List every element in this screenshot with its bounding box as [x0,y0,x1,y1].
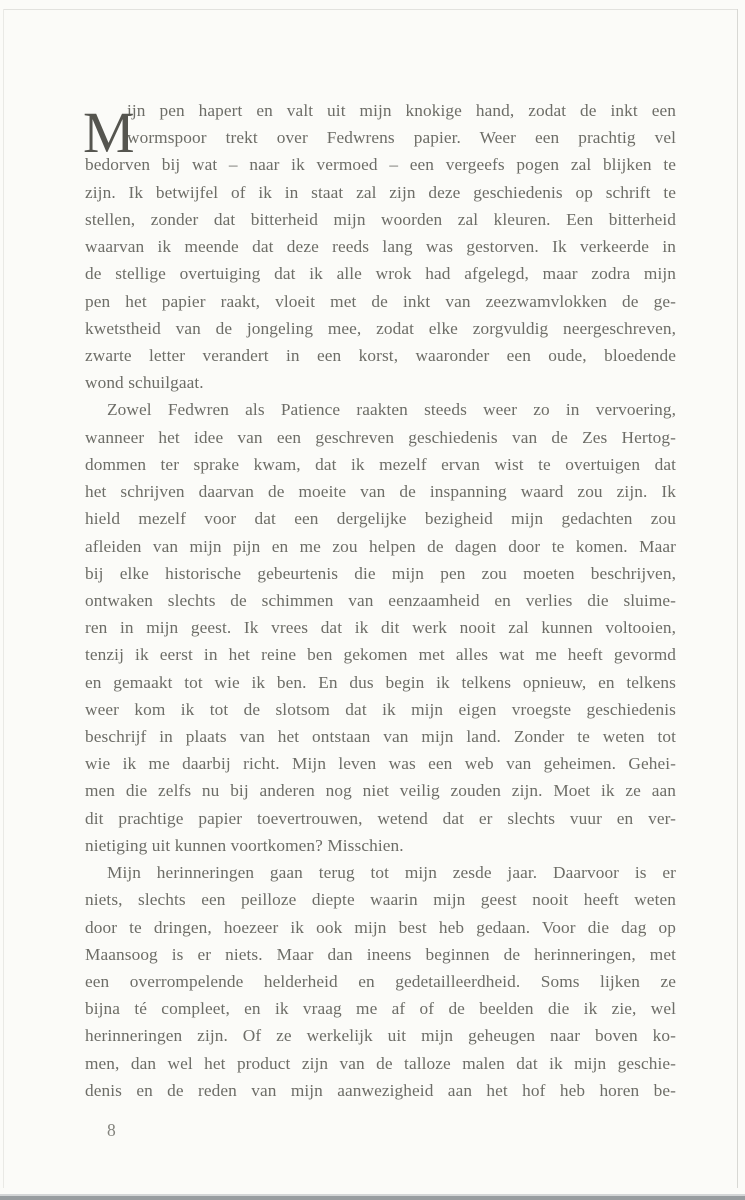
text-line: dommen ter sprake kwam, dat ik mezelf ervan wist te overtuigen dat [85,454,676,474]
text-line: men, dan wel het product zijn van de talloze malen dat ik mijn geschie- [85,1053,676,1073]
text-line: ren in mijn geest. Ik vrees dat ik dit werk nooit zal kunnen voltooien, [85,618,676,638]
text-line: ijn pen hapert en valt uit mijn knokige hand, zodat de inkt een [127,101,676,120]
text-line: zijn. Ik betwijfel of ik in staat zal zijn deze geschiedenis op schrift te [85,182,676,202]
text-line: en gemaakt tot wie ik ben. En dus begin ik telkens opnieuw, en telkens [85,672,676,692]
text-line: een overrompelende helderheid en gedetailleerdheid. Soms lijken ze [85,972,676,991]
scan-edge-top [4,9,737,10]
text-line: bij elke historische gebeurtenis die mijn pen zou moeten beschrijven, [85,563,676,583]
paragraph [85,396,676,859]
page-text-block [85,97,676,1104]
text-line: Zowel Fedwren als Patience raakten steeds weer zo in vervoering, [107,400,676,420]
text-line: stellen, zonder dat bitterheid mijn woorden zal kleuren. Een bitterheid [85,209,676,229]
text-line: door te dringen, hoezeer ik ook mijn best heb gedaan. Voor die dag op [85,917,676,937]
text-line: afleiden van mijn pijn en me zou helpen de dagen door te komen. Maar [85,536,676,556]
scan-edge-left [3,9,4,1188]
text-line: tenzij ik eerst in het reine ben gekomen met alles wat me heeft gevormd [85,645,676,665]
text-line: Maansoog is er niets. Maar dan ineens beginnen de herinneringen, met [85,944,676,964]
text-line: denis en de reden van mijn aanwezigheid aan het hof heb horen be- [85,1080,676,1100]
text-line: hield mezelf voor dat een dergelijke bezigheid mijn gedachten zou [85,509,676,529]
text-line: wond schuilgaat. [85,373,204,393]
text-line: ontwaken slechts de schimmen van eenzaamheid en verlies die sluime- [85,590,676,610]
text-line: Mijn herinneringen gaan terug tot mijn zesde jaar. Daarvoor is er [107,863,676,883]
drop-cap-letter: M [83,100,135,165]
paragraph [85,97,676,396]
scan-edge-bottom [0,1196,745,1200]
text-line: waarvan ik meende dat deze reeds lang was gestorven. Ik verkeerde in [85,237,676,257]
text-line: dit prachtige papier toevertrouwen, wetend dat er slechts vuur en ver- [85,808,676,828]
text-line: beschrijf in plaats van het ontstaan van mijn land. Zonder te weten tot [85,727,676,747]
page-number: 8 [107,1120,116,1140]
text-line: pen het papier raakt, vloeit met de inkt van zeezwamvlokken de ge- [85,291,676,311]
text-line: bijna té compleet, en ik vraag me af of de beelden die ik zie, wel [85,999,676,1019]
scan-edge-right [737,9,738,1188]
text-line: wanneer het idee van een geschreven geschiedenis van de Zes Hertog- [85,427,676,447]
text-line: men die zelfs nu bij anderen nog niet veilig zouden zijn. Moet ik ze aan [85,781,676,801]
paragraph [85,859,676,1104]
text-line: bedorven bij wat – naar ik vermoed – een vergeefs pogen zal blijken te [85,155,676,175]
text-line: weer kom ik tot de slotsom dat ik mijn eigen vroegste geschiedenis [85,699,676,719]
text-line: herinneringen zijn. Of ze werkelijk uit mijn geheugen naar boven ko- [85,1026,676,1046]
text-line: zwarte letter verandert in een korst, waaronder een oude, bloedende [85,345,676,365]
text-line: nietiging uit kunnen voortkomen? Misschien. [85,835,404,855]
text-line: het schrijven daarvan de moeite van de inspanning waard zou zijn. Ik [85,482,676,502]
text-line: niets, slechts een peilloze diepte waarin mijn geest nooit heeft weten [85,890,676,910]
text-line: wormspoor trekt over Fedwrens papier. Weer een prachtig vel [127,128,676,148]
text-line: kwetstheid van de jongeling mee, zodat elke zorgvuldig neergeschreven, [85,318,676,338]
text-line: de stellige overtuiging dat ik alle wrok had afgelegd, maar zodra mijn [85,264,676,284]
text-line: wie ik me daarbij richt. Mijn leven was een web van geheimen. Gehei- [85,754,676,774]
